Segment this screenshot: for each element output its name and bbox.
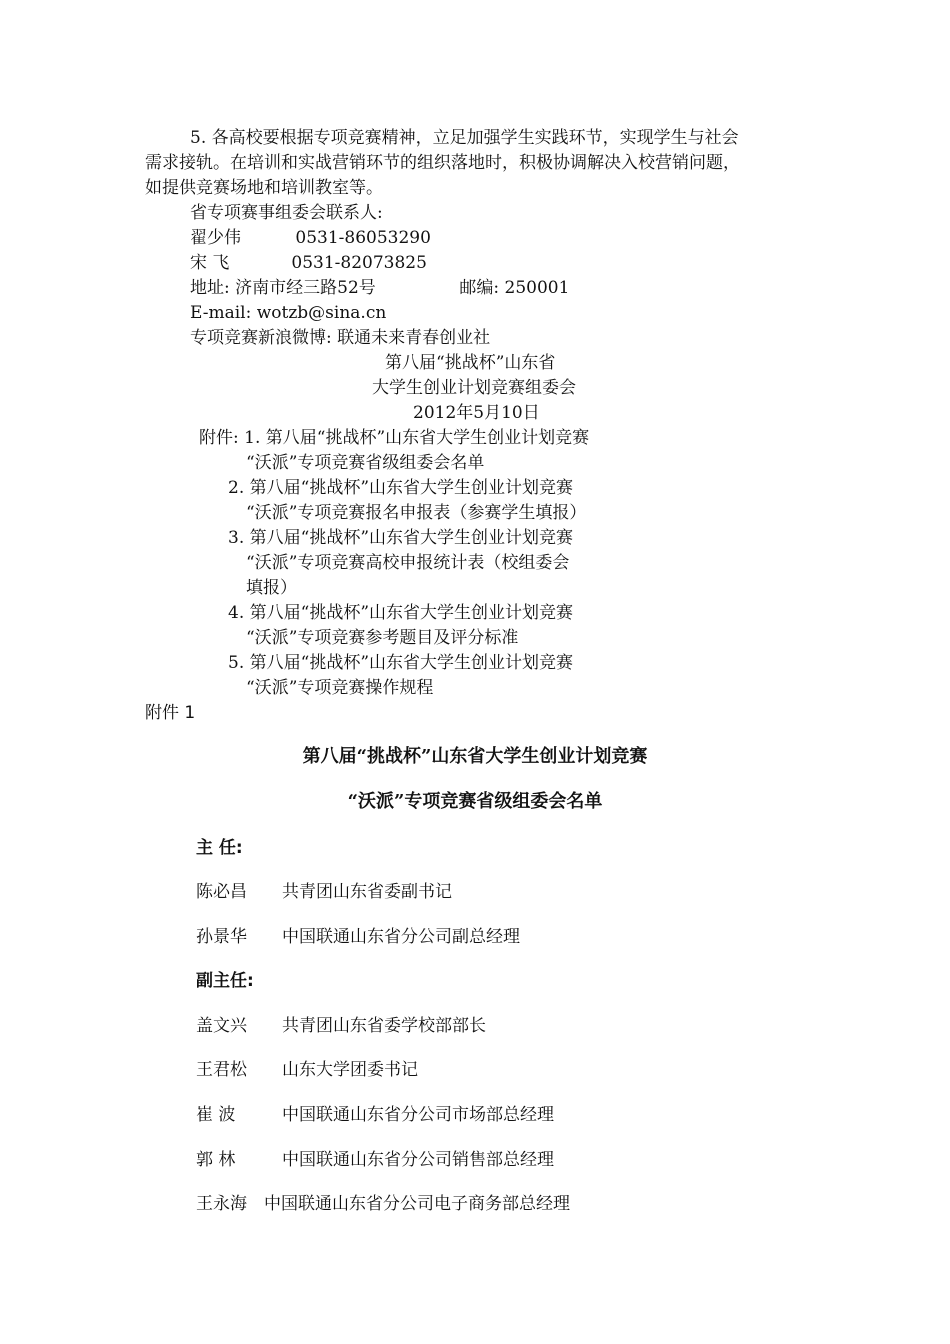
attachments-line: 4. 第八届“挑战杯”山东省大学生创业计划竞赛: [228, 603, 574, 623]
contact-name: 翟少伟: [190, 228, 241, 248]
member-row: [196, 1058, 418, 1082]
item5-line-1: 5. 各高校要根据专项竞赛精神，立足加强学生实践环节，实现学生与社会: [190, 128, 739, 148]
contact-row: [190, 226, 431, 250]
member-row: [196, 1014, 486, 1038]
member-row: [196, 1148, 554, 1172]
item5-line-2: 需求接轨。在培训和实战营销环节的组织落地时，积极协调解决入校营销问题，: [145, 153, 740, 173]
annex-label: 附件 1: [145, 703, 196, 723]
signature-line-1: 第八届“挑战杯”山东省: [385, 353, 556, 373]
contacts-label: 省专项赛事组委会联系人:: [190, 203, 383, 223]
member-row: [196, 925, 520, 949]
attachments-line: “沃派”专项竞赛省级组委会名单: [246, 453, 485, 473]
attachments-line: “沃派”专项竞赛操作规程: [246, 678, 434, 698]
contact-name: 宋 飞: [190, 253, 230, 273]
member-name: 陈必昌: [196, 882, 247, 902]
member-row: [196, 1192, 570, 1216]
attachments-line: 5. 第八届“挑战杯”山东省大学生创业计划竞赛: [228, 653, 574, 673]
contact-phone: 0531-82073825: [291, 253, 427, 273]
address-text: 地址: 济南市经三路52号: [190, 278, 376, 298]
attachments-line: 填报）: [246, 578, 297, 598]
contact-phone: 0531-86053290: [295, 228, 431, 248]
deputy-label: 副主任:: [196, 971, 254, 991]
member-name: 孙景华: [196, 927, 247, 947]
member-row: [196, 880, 452, 904]
attachments-line: 2. 第八届“挑战杯”山东省大学生创业计划竞赛: [228, 478, 574, 498]
member-name: 崔 波: [196, 1105, 236, 1125]
weibo-line: 专项竞赛新浪微博: 联通未来青春创业社: [190, 328, 491, 348]
member-role: 中国联通山东省分公司电子商务部总经理: [264, 1194, 570, 1214]
attachments-line: “沃派”专项竞赛报名申报表（参赛学生填报）: [246, 503, 587, 523]
member-name: 王永海: [196, 1194, 247, 1214]
member-role: 中国联通山东省分公司销售部总经理: [282, 1150, 554, 1170]
address-row: [190, 276, 569, 300]
member-role: 共青团山东省委学校部部长: [282, 1016, 486, 1036]
item5-line-3: 如提供竞赛场地和培训教室等。: [145, 178, 383, 198]
member-role: 山东大学团委书记: [282, 1060, 418, 1080]
signature-date: 2012年5月10日: [413, 403, 540, 423]
annex-title-line-2: “沃派”专项竞赛省级组委会名单: [347, 791, 603, 812]
member-row: [196, 1103, 554, 1127]
attachments-line: “沃派”专项竞赛高校申报统计表（校组委会: [246, 553, 570, 573]
postcode-text: 邮编: 250001: [459, 278, 570, 298]
member-role: 中国联通山东省分公司副总经理: [282, 927, 520, 947]
member-name: 王君松: [196, 1060, 247, 1080]
attachments-line: “沃派”专项竞赛参考题目及评分标准: [246, 628, 519, 648]
signature-line-2: 大学生创业计划竞赛组委会: [372, 378, 576, 398]
annex-title-line-1: 第八届“挑战杯”山东省大学生创业计划竞赛: [302, 746, 648, 767]
member-role: 中国联通山东省分公司市场部总经理: [282, 1105, 554, 1125]
director-label: 主 任:: [196, 838, 243, 858]
member-name: 盖文兴: [196, 1016, 247, 1036]
member-role: 共青团山东省委副书记: [282, 882, 452, 902]
member-name: 郭 林: [196, 1150, 236, 1170]
attachments-line: 3. 第八届“挑战杯”山东省大学生创业计划竞赛: [228, 528, 574, 548]
email-line: E-mail: wotzb@sina.cn: [190, 303, 387, 323]
attachments-line: 附件: 1. 第八届“挑战杯”山东省大学生创业计划竞赛: [199, 428, 590, 448]
contact-row: [190, 251, 427, 275]
